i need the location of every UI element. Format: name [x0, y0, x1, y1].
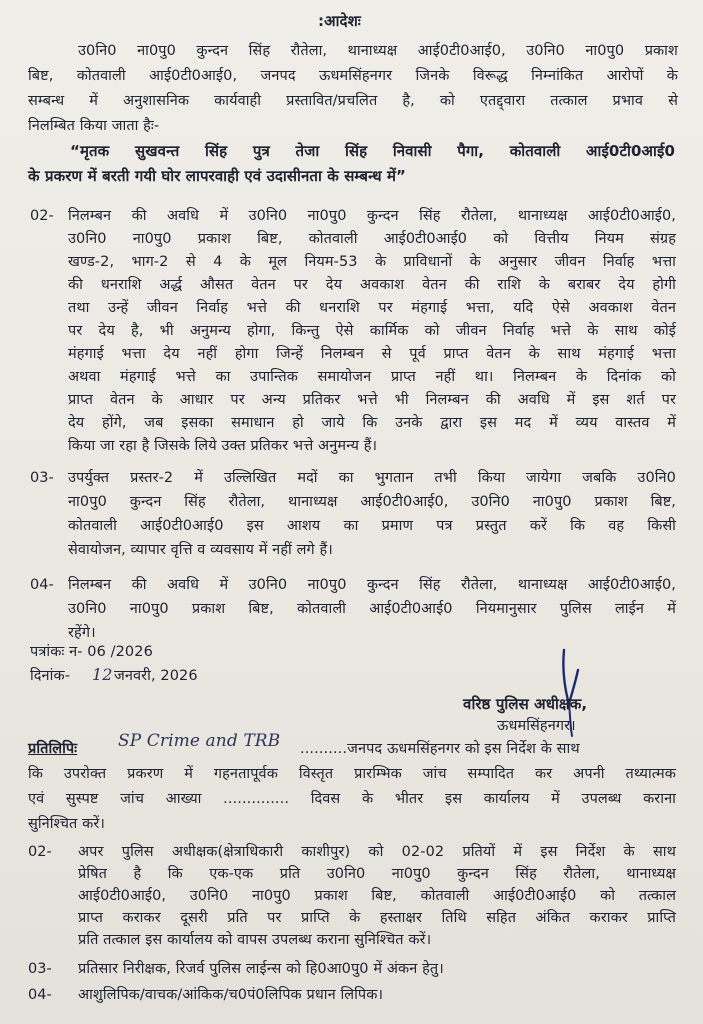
- para-02-number: 02-: [30, 208, 54, 224]
- copy-item-03-text: प्रतिसार निरीक्षक, रिजर्व पुलिस लाईन्स को हि0आ0पु0 में अंकन हेतु।: [78, 961, 444, 977]
- para-02-line-3: खण्ड-2, भाग-2 से 4 के मूल नियम-53 के प्राविधानों के अनुसार जीवन निर्वाह भत्ता: [68, 254, 676, 270]
- copy-item-04-number: 04-: [28, 987, 52, 1003]
- order-title: :आदेशः: [318, 12, 361, 30]
- para-04-line-3: रहेंगे।: [68, 625, 96, 641]
- copy-item-02-line-3: आई0टी0आई0, उ0नि0 ना0पु0 प्रकाश बिष्ट, कोतवाली आई0टी0आई0 को तत्काल: [78, 888, 676, 904]
- date-rest: जनवरी, 2026: [114, 668, 198, 684]
- para-02-line-7: मंहगाई भत्ता देय नहीं होगा जिन्हें निलम्बन से पूर्व प्राप्त वेतन के साथ मंहगाई भत्ता: [68, 346, 676, 362]
- signatory-district: ऊधमसिंहनगर।: [497, 718, 576, 734]
- para-03-line-3: कोतवाली आई0टी0आई0 इस आशय का प्रमाण पत्र प्रस्तुत करें कि वह किसी: [68, 518, 676, 534]
- para-03-line-4: सेवायोजन, व्यापार वृत्ति व व्यवसाय में नहीं लगे हैं।: [68, 542, 333, 558]
- copy-item-02-line-2: प्रेषित है कि एक-एक प्रति उ0नि0 ना0पु0 कुन्दन सिंह रौतेला, थानाध्यक्ष: [78, 866, 676, 882]
- charge-line-2: के प्रकरण में बरती गयी घोर लापरवाही एवं उदासीनता के सम्बन्ध में”: [28, 167, 407, 185]
- signatory-designation: वरिष्ठ पुलिस अधीक्षक,: [463, 695, 588, 713]
- copy-item-04-text: आशुलिपिक/वाचक/आंकिक/च0पं0लिपिक प्रधान लिपिक।: [78, 987, 384, 1003]
- copy-item-02-number: 02-: [28, 844, 52, 860]
- copy-label: प्रतिलिपिः: [28, 741, 78, 757]
- intro-line-3: सम्बन्ध में अनुशासनिक कार्यवाही प्रस्तावित/प्रचलित है, को एतद्द्वारा तत्काल प्रभाव से: [28, 93, 678, 109]
- para-02-line-6: पर देय है, भी अनुमन्य होगा, किन्तु ऐसे कार्मिक को जीवन निर्वाह भत्ते के साथ कोई: [68, 323, 676, 339]
- intro-line-1: उ0नि0 ना0पु0 कुन्दन सिंह रौतेला, थानाध्यक्ष आई0टी0आई0, उ0नि0 ना0पु0 प्रकाश: [78, 43, 678, 59]
- para-02-line-2: उ0नि0 ना0पु0 प्रकाश बिष्ट, कोतवाली आई0टी0आई0 को वित्तीय नियम संग्रह: [68, 231, 676, 247]
- copy-line-3: एवं सुस्पष्ट जांच आख्या .............. दिवस के भीतर इस कार्यालय में उपलब्ध कराना: [28, 791, 676, 807]
- copy-line-2: कि उपरोक्त प्रकरण में गहनतापूर्वक विस्तृत प्रारम्भिक जांच सम्पादित कर अपनी तथ्यात्मक: [28, 766, 676, 782]
- copy-item-03-number: 03-: [28, 961, 52, 977]
- para-02-line-1: निलम्बन की अवधि में उ0नि0 ना0पु0 कुन्दन सिंह रौतेला, थानाध्यक्ष आई0टी0आई0,: [68, 208, 676, 224]
- copy-line-4: सुनिश्चित करें।: [28, 816, 105, 832]
- copy-item-02-line-5: प्रति तत्काल इस कार्यालय को वापस उपलब्ध कराना सुनिश्चित करें।: [78, 932, 432, 948]
- letter-number: पत्रांकः न- 06 /2026: [30, 644, 153, 660]
- copy-line-1-rest: ..........जनपद ऊधमसिंहनगर को इस निर्देश के साथ: [300, 741, 580, 757]
- copy-item-02-line-4: प्राप्त कराकर दूसरी प्रति पर प्राप्ति के हस्ताक्षर तिथि सहित अंकित कराकर प्राप्ति: [78, 910, 676, 926]
- copy-recipient-handwritten: SP Crime and TRB: [118, 731, 281, 751]
- intro-line-2: बिष्ट, कोतवाली आई0टी0आई0, जनपद ऊधमसिंहनगर जिनके विरूद्ध निम्नांकित आरोपों के: [28, 68, 678, 84]
- intro-line-4: निलम्बित किया जाता हैः-: [28, 118, 160, 134]
- para-02-line-11: किया जा रहा है जिसके लिये उक्त प्रतिकर भत्ते अनुमन्य हैं।: [68, 438, 378, 454]
- para-02-line-4: की धनराशि अर्द्ध औसत वेतन पर देय अवकाश वेतन की राशि के बराबर देय होगी: [68, 277, 676, 293]
- para-02-line-10: देय होंगे, जब इसका समाधान हो जाये कि उनके द्वारा इस मद में व्यय वास्तव में: [68, 415, 676, 431]
- charge-line-1: “मृतक सुखवन्त सिंह पुत्र तेजा सिंह निवासी पैगा, कोतवाली आई0टी0आई0: [70, 142, 675, 160]
- para-02-line-8: अथवा मंहगाई भत्ते का उपान्तिक समायोजन प्राप्त नहीं था। निलम्बन के दिनांक को: [68, 369, 676, 385]
- para-03-number: 03-: [30, 470, 54, 486]
- para-03-line-1: उपर्युक्त प्रस्तर-2 में उल्लिखित मदों का भुगतान तभी किया जायेगा जबकि उ0नि0: [68, 470, 676, 486]
- para-02-line-5: तथा उन्हें जीवन निर्वाह भत्ते की धनराशि पर मंहगाई भत्ता, यदि ऐसे अवकाश वेतन: [68, 300, 676, 316]
- para-02-line-9: प्राप्त वेतन के आधार पर अन्य प्रतिकर भत्ते भी निलम्बन की अवधि में इस शर्त पर: [68, 392, 676, 408]
- copy-item-02-line-1: अपर पुलिस अधीक्षक(क्षेत्राधिकारी काशीपुर) को 02-02 प्रतियों में इस निर्देश के साथ: [78, 844, 676, 860]
- para-04-number: 04-: [30, 577, 54, 593]
- date-day-handwritten: 12: [92, 665, 113, 684]
- date-label: दिनांक-: [30, 668, 71, 684]
- para-03-line-2: ना0पु0 कुन्दन सिंह रौतेला, थानाध्यक्ष आई0टी0आई0, उ0नि0 ना0पु0 प्रकाश बिष्ट,: [68, 494, 676, 510]
- para-04-line-2: उ0नि0 ना0पु0 प्रकाश बिष्ट, कोतवाली आई0टी0आई0 नियमानुसार पुलिस लाईन में: [68, 601, 676, 617]
- para-04-line-1: निलम्बन की अवधि में उ0नि0 ना0पु0 कुन्दन सिंह रौतेला, थानाध्यक्ष आई0टी0आई0,: [68, 577, 676, 593]
